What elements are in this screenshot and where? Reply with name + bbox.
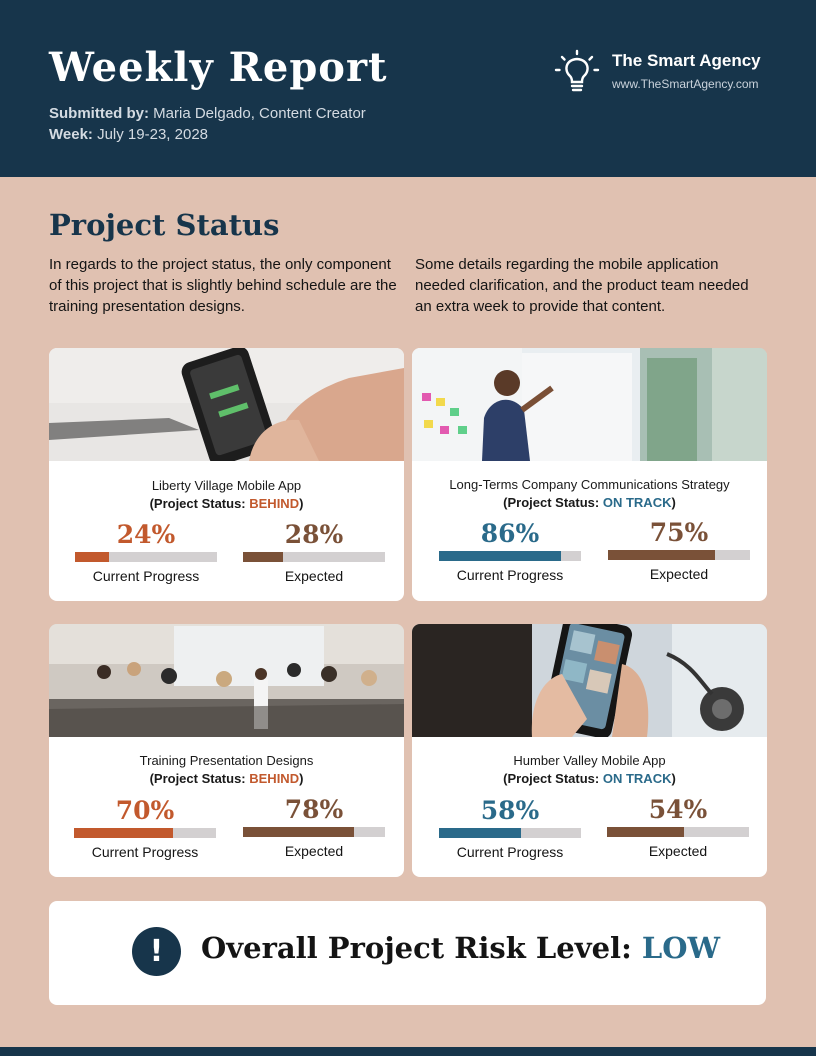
expected-progress-label: Expected bbox=[648, 843, 708, 859]
current-progress-value: 70% bbox=[115, 796, 175, 825]
current-progress-fill bbox=[75, 552, 109, 562]
project-status bbox=[412, 771, 767, 786]
intro-left-paragraph: In regards to the project status, the only component of this project that is slightly behind schedule are the training presentation designs. bbox=[49, 256, 397, 315]
current-progress-bar bbox=[74, 828, 216, 838]
expected-progress-bar bbox=[608, 550, 750, 560]
status-suffix: ) bbox=[671, 495, 676, 510]
whiteboard-photo bbox=[412, 348, 767, 461]
expected-progress-bar bbox=[243, 827, 385, 837]
section-title: Project Status bbox=[49, 208, 280, 242]
status-suffix: ) bbox=[671, 771, 676, 786]
current-progress-bar bbox=[439, 828, 581, 838]
status-value: BEHIND bbox=[249, 771, 300, 786]
current-progress-label: Current Progress bbox=[91, 844, 199, 860]
current-progress-bar bbox=[439, 551, 581, 561]
status-prefix: (Project Status: bbox=[503, 771, 603, 786]
intro-right-paragraph: Some details regarding the mobile application needed clarification, and the product team needed an extra week to provide that content. bbox=[415, 256, 749, 315]
expected-progress-fill bbox=[243, 827, 354, 837]
status-suffix: ) bbox=[299, 496, 304, 511]
expected-progress bbox=[607, 795, 749, 859]
current-progress-label: Current Progress bbox=[456, 567, 564, 583]
risk-level-text bbox=[201, 931, 720, 965]
status-prefix: (Project Status: bbox=[503, 495, 603, 510]
expected-progress bbox=[243, 795, 385, 859]
risk-level-box bbox=[49, 901, 766, 1005]
current-progress bbox=[74, 796, 216, 860]
project-card bbox=[49, 624, 404, 877]
status-suffix: ) bbox=[299, 771, 304, 786]
footer-bar bbox=[0, 1047, 816, 1056]
status-prefix: (Project Status: bbox=[149, 771, 250, 786]
project-status bbox=[49, 496, 404, 511]
report-title: Weekly Report bbox=[49, 44, 388, 91]
expected-progress-label: Expected bbox=[284, 843, 344, 859]
lightbulb-icon bbox=[553, 48, 601, 96]
current-progress-label: Current Progress bbox=[92, 568, 200, 584]
agency-name: The Smart Agency bbox=[612, 51, 761, 70]
current-progress-value: 24% bbox=[116, 520, 176, 549]
project-card bbox=[412, 624, 767, 877]
current-progress bbox=[439, 796, 581, 860]
expected-progress-value: 75% bbox=[649, 518, 709, 547]
current-progress-fill bbox=[439, 828, 521, 838]
project-status bbox=[412, 495, 767, 510]
current-progress-fill bbox=[439, 551, 561, 561]
status-value: ON TRACK bbox=[602, 495, 672, 510]
project-name: Training Presentation Designs bbox=[139, 753, 314, 768]
expected-progress-label: Expected bbox=[649, 566, 709, 582]
agency-url: www.TheSmartAgency.com bbox=[612, 77, 759, 91]
current-progress-value: 86% bbox=[480, 519, 540, 548]
project-status bbox=[49, 771, 404, 786]
exclamation-icon: ! bbox=[132, 927, 181, 976]
expected-progress-bar bbox=[243, 552, 385, 562]
submitted-by bbox=[49, 105, 366, 122]
project-card bbox=[412, 348, 767, 601]
expected-progress bbox=[243, 520, 385, 584]
project-name: Humber Valley Mobile App bbox=[513, 753, 666, 768]
current-progress-bar bbox=[75, 552, 217, 562]
week bbox=[49, 126, 208, 143]
expected-progress-fill bbox=[607, 827, 684, 837]
week-label: Week: bbox=[49, 126, 93, 143]
expected-progress-fill bbox=[243, 552, 283, 562]
submitted-by-label: Submitted by: bbox=[49, 105, 149, 122]
risk-label: Overall Project Risk Level: bbox=[201, 931, 642, 965]
expected-progress-value: 78% bbox=[284, 795, 344, 824]
status-prefix: (Project Status: bbox=[149, 496, 250, 511]
expected-progress-value: 28% bbox=[284, 520, 344, 549]
phone-photo bbox=[412, 624, 767, 737]
expected-progress-value: 54% bbox=[648, 795, 708, 824]
current-progress bbox=[439, 519, 581, 583]
risk-level-value: LOW bbox=[641, 931, 721, 965]
current-progress-fill bbox=[74, 828, 173, 838]
status-value: BEHIND bbox=[249, 496, 300, 511]
current-progress bbox=[75, 520, 217, 584]
project-name: Long-Terms Company Communications Strategy bbox=[449, 477, 730, 492]
status-value: ON TRACK bbox=[602, 771, 672, 786]
expected-progress-bar bbox=[607, 827, 749, 837]
mobile-app-photo bbox=[49, 348, 404, 461]
submitted-by-value: Maria Delgado, Content Creator bbox=[153, 105, 366, 122]
report-header bbox=[0, 0, 816, 177]
current-progress-label: Current Progress bbox=[456, 844, 564, 860]
current-progress-value: 58% bbox=[480, 796, 540, 825]
expected-progress-label: Expected bbox=[284, 568, 344, 584]
project-card bbox=[49, 348, 404, 601]
week-value: July 19-23, 2028 bbox=[97, 126, 209, 143]
presentation-photo bbox=[49, 624, 404, 737]
project-name: Liberty Village Mobile App bbox=[151, 478, 302, 493]
expected-progress-fill bbox=[608, 550, 715, 560]
expected-progress bbox=[608, 518, 750, 582]
